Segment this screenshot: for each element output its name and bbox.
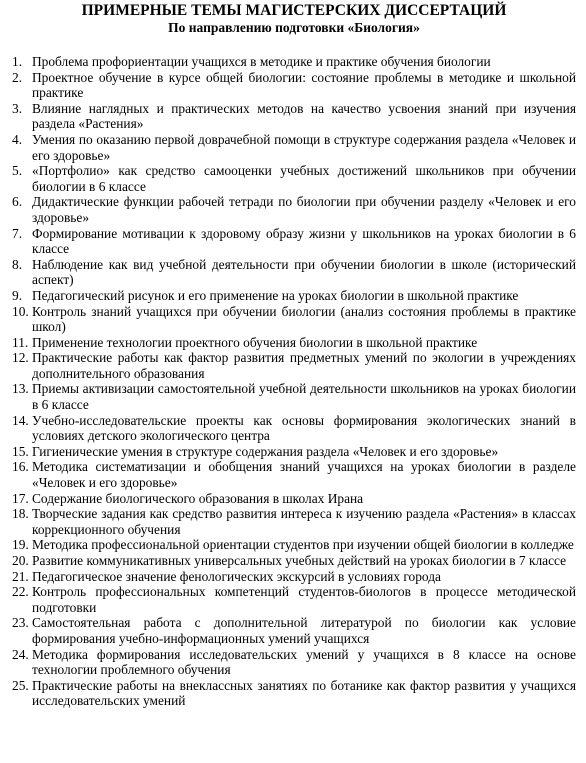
topic-number: 5. [12,163,23,179]
topic-number: 10. [12,303,29,319]
topic-number: 18. [12,506,29,522]
topic-text: Наблюдение как вид учебной деятельности при обучении биологии в школе (исторический аспект) [32,256,576,288]
topic-item [12,569,576,585]
topic-item [12,163,576,194]
topic-item [12,459,576,490]
topic-text: Влияние наглядных и практических методов на качество усвоения знаний при изучения раздела «Растения» [32,100,576,132]
topic-number: 12. [12,350,29,366]
topic-item [12,350,576,381]
topic-number: 17. [12,490,29,506]
topic-item [12,678,576,709]
topic-number: 24. [12,646,29,662]
topic-text: Педагогическое значение фенологических экскурсий в условиях города [32,568,441,584]
topic-item [12,101,576,132]
topic-text: Самостоятельная работа с дополнительной литературой по биологии как условие формирования учебно-информационных умений учащихся [32,615,576,646]
topic-item [12,335,576,351]
topic-text: Приемы активизации самостоятельной учебной деятельности школьников на уроках биологии в 6 классе [32,381,576,413]
topic-text: Дидактические функции рабочей тетради по биологии при обучении разделу «Человек и его здоровье» [32,194,576,225]
topic-number: 3. [12,100,23,116]
topic-item [12,194,576,225]
topic-number: 2. [12,69,23,85]
topic-number: 13. [12,381,29,397]
topic-item [12,444,576,460]
topic-text: «Портфолио» как средство самооценки учебных достижений школьников при обучении биологии в 6 классе [32,163,576,194]
topic-item [12,54,576,70]
topic-text: Методика систематизации и обобщения знаний учащихся на уроках биологии в разделе «Человек и его здоровье» [32,459,576,491]
topic-text: Методика формирования исследовательских умений у учащихся в 8 классе на основе технологии проблемного обучения [32,646,576,678]
topic-item [12,381,576,412]
topic-text: Развитие коммуникативных универсальных учебных действий на уроках биологии в 7 классе [32,553,567,568]
topic-text: Гигиенические умения в структуре содержания раздела «Человек и его здоровье» [32,443,499,459]
topic-number: 15. [12,443,29,459]
topic-number: 16. [12,459,29,475]
topic-item [12,70,576,101]
topic-number: 19. [12,537,29,553]
topic-text: Содержание биологического образования в школах Ирана [32,490,364,506]
document-subtitle: По направлению подготовки «Биология» [168,20,420,35]
topic-item [12,537,576,553]
topic-item [12,506,576,537]
topic-number: 9. [12,287,23,303]
topic-item [12,584,576,615]
topic-text: Контроль знаний учащихся при обучении биологии (анализ состояния проблемы в практике школ) [32,303,576,335]
topic-number: 8. [12,256,23,272]
topic-text: Методика профессиональной ориентации студентов при изучении общей биологии в колледже [32,537,574,553]
topic-text: Практические работы на внеклассных занятиях по ботанике как фактор развития у учащихся исследовательских умений [32,677,576,709]
topic-number: 11. [12,334,29,350]
topic-number: 23. [12,615,29,631]
topic-item [12,226,576,257]
topic-item [12,288,576,304]
topic-number: 21. [12,568,29,584]
topic-text: Умения по оказанию первой доврачебной помощи в структуре содержания раздела «Человек и его здоровье» [32,131,576,163]
topic-text: Практические работы как фактор развития предметных умений по экологии в учреждениях дополнительного образования [32,350,576,381]
topic-text: Контроль профессиональных компетенций студентов-биологов в процессе методической подготовки [32,584,576,615]
topic-number: 4. [12,131,23,147]
topic-item [12,413,576,444]
topic-number: 20. [12,553,29,568]
topic-text: Применение технологии проектного обучения биологии в школьной практике [32,334,478,350]
topic-text: Педагогический рисунок и его применение на уроках биологии в школьной практике [32,287,519,303]
topic-item [12,132,576,163]
topic-number: 1. [12,54,23,69]
topic-number: 25. [12,677,29,693]
topic-text: Формирование мотивации к здоровому образу жизни у школьников на уроках биологии в 6 классе [32,225,576,257]
topic-number: 7. [12,225,23,241]
topic-item [12,553,576,569]
topic-text: Проектное обучение в курсе общей биологии: состояние проблемы в методике и школьной практике [32,69,576,101]
document-title: ПРИМЕРНЫЕ ТЕМЫ МАГИСТЕРСКИХ ДИССЕРТАЦИЙ [81,2,507,19]
topic-list [12,54,576,709]
topic-item [12,647,576,678]
topic-number: 14. [12,412,29,428]
topic-item [12,257,576,288]
topic-item [12,615,576,646]
topic-item [12,304,576,335]
topic-text: Проблема профориентации учащихся в методике и практике обучения биологии [32,54,491,69]
topic-text: Творческие задания как средство развития интереса к изучению раздела «Растения» в классах коррекционного обучения [32,506,576,537]
topic-number: 22. [12,584,29,600]
topic-text: Учебно-исследовательские проекты как основы формирования экологических знаний в условиях детского экологического центра [32,412,576,444]
topic-item [12,491,576,507]
topic-number: 6. [12,194,23,210]
